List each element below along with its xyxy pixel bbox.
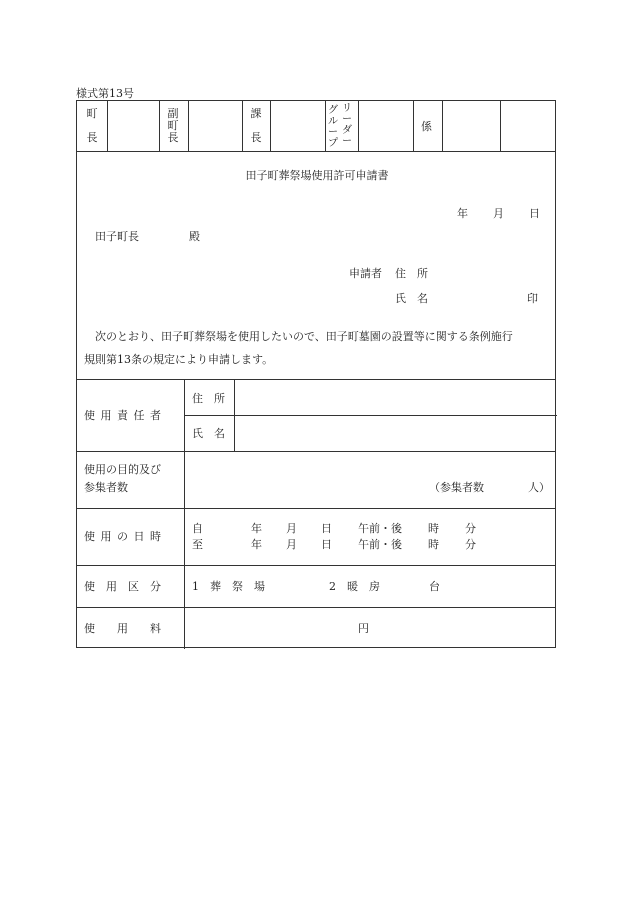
from-month: 月 — [286, 522, 297, 535]
from-hour: 時 — [428, 522, 439, 535]
category-funeral-hall: 1 葬 祭 場 — [192, 580, 265, 593]
from-year: 年 — [251, 522, 262, 535]
to-year: 年 — [251, 538, 262, 551]
purpose-label-line2: 参集者数 — [84, 481, 128, 494]
category-heating-unit: 台 — [429, 580, 440, 593]
applicant-label: 申請者 — [349, 267, 382, 280]
body-text-line1: 次のとおり、田子町葬祭場を使用したいので、田子町墓園の設置等に関する条例施行 — [95, 330, 513, 343]
from-minute: 分 — [465, 522, 476, 535]
body-text-line2: 規則第13条の規定により申請します。 — [84, 353, 274, 366]
form-title: 田子町葬祭場使用許可申請書 — [245, 169, 389, 182]
vice-chief-cell-label: 副 町 長 — [167, 107, 179, 144]
datetime-from: 自 — [192, 522, 203, 535]
datetime-label: 使 用 の 日 時 — [84, 530, 162, 543]
chief-cell-label: 町 長 — [86, 107, 98, 144]
applicant-seal: 印 — [527, 292, 538, 305]
date-year: 年 — [457, 207, 468, 220]
section-chief-cell-label: 課 長 — [250, 107, 262, 144]
category-label: 使 用 区 分 — [84, 580, 161, 593]
applicant-name-label: 氏 名 — [395, 292, 428, 305]
fee-unit: 円 — [358, 622, 369, 635]
to-minute: 分 — [465, 538, 476, 551]
date-day: 日 — [529, 207, 540, 220]
form-number: 様式第13号 — [76, 87, 134, 100]
category-heating: 2 暖 房 — [329, 580, 380, 593]
to-month: 月 — [286, 538, 297, 551]
addressee-name: 田子町長 — [95, 230, 139, 243]
fee-label: 使 用 料 — [84, 622, 161, 635]
responsible-name-label: 氏 名 — [192, 427, 225, 440]
attendees-count: （参集者数 人） — [429, 481, 550, 494]
responsible-label: 使 用 責 任 者 — [84, 409, 162, 422]
from-ampm: 午前・後 — [358, 522, 402, 535]
addressee-honorific: 殿 — [189, 230, 200, 243]
clerk-cell-label: 係 — [421, 120, 432, 133]
group-leader-label-col1: グ ル ー プ — [328, 105, 338, 149]
group-leader-label-col2: リ ー ダ ー — [342, 103, 352, 147]
application-form — [76, 100, 556, 648]
purpose-label-line1: 使用の目的及び — [84, 463, 161, 476]
to-day: 日 — [321, 538, 332, 551]
date-month: 月 — [493, 207, 504, 220]
applicant-address-label: 住 所 — [395, 267, 428, 280]
to-hour: 時 — [428, 538, 439, 551]
responsible-address-label: 住 所 — [192, 392, 225, 405]
datetime-to: 至 — [192, 538, 203, 551]
from-day: 日 — [321, 522, 332, 535]
to-ampm: 午前・後 — [358, 538, 402, 551]
